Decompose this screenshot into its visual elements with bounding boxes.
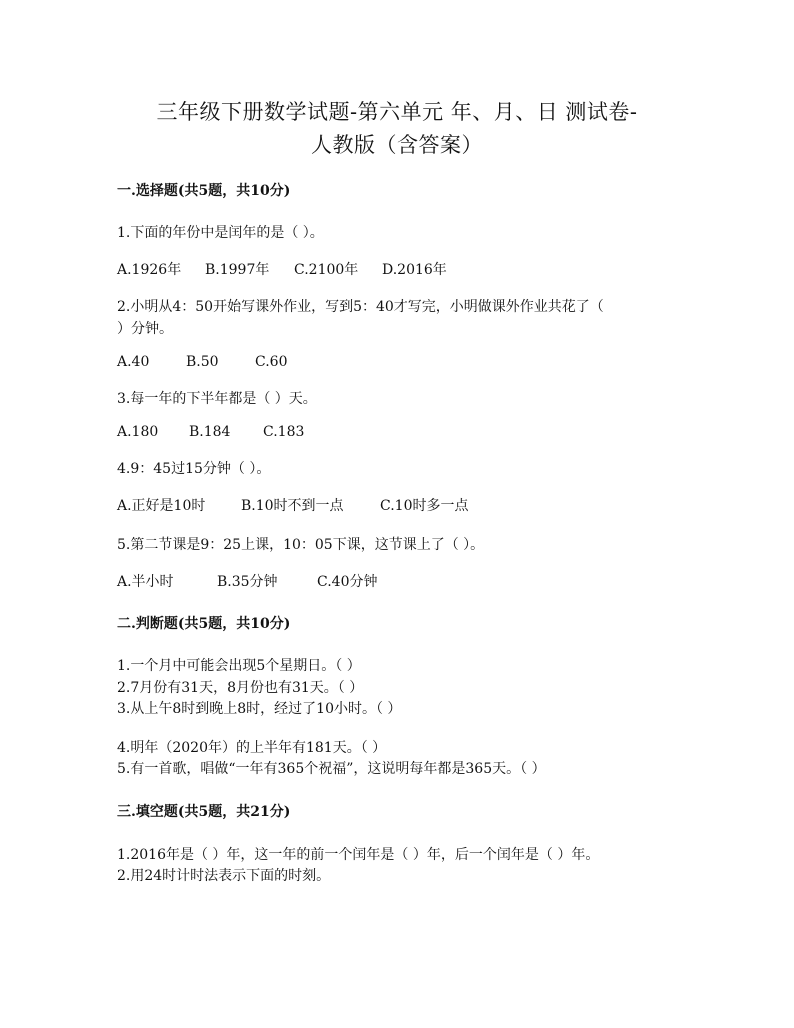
page-title: 三年级下册数学试题-第六单元 年、月、日 测试卷- xyxy=(156,100,638,124)
option: C.40分钟 xyxy=(317,574,378,590)
fill-item: 1.2016年是（ ）年，这一年的前一个闰年是（ ）年，后一个闰年是（ ）年。 xyxy=(117,847,600,863)
option: A.40 xyxy=(117,354,150,370)
question-1: 1.下面的年份中是闰年的是（ ）。 xyxy=(117,225,324,241)
option: C.183 xyxy=(263,424,305,440)
option: A.正好是10时 xyxy=(117,498,206,514)
option: C.2100年 xyxy=(294,262,359,278)
option: B.1997年 xyxy=(205,262,270,278)
question-4-options xyxy=(117,495,468,515)
judge-item: 5.有一首歌，唱做“一年有365个祝福”，这说明每年都是365天。（ ） xyxy=(117,761,546,777)
option: A.半小时 xyxy=(117,574,174,590)
judge-item: 1.一个月中可能会出现5个星期日。（ ） xyxy=(117,658,361,674)
judge-item: 3.从上午8时到晚上8时，经过了10小时。（ ） xyxy=(117,701,402,717)
question-5-options xyxy=(117,571,377,591)
option: C.10时多一点 xyxy=(380,498,469,514)
option: B.10时不到一点 xyxy=(241,498,344,514)
judge-item: 4.明年（2020年）的上半年有181天。（ ） xyxy=(117,740,387,756)
question-4: 4.9：45过15分钟（ ）。 xyxy=(117,461,271,477)
section-heading-choice: 一.选择题(共5题，共10分) xyxy=(117,183,291,199)
option: C.60 xyxy=(255,354,288,370)
option: B.184 xyxy=(189,424,231,440)
question-5: 5.第二节课是9：25上课，10：05下课，这节课上了（ ）。 xyxy=(117,537,485,553)
judge-item: 2.7月份有31天，8月份也有31天。（ ） xyxy=(117,680,364,696)
question-1-options xyxy=(117,259,447,279)
fill-item: 2.用24时计时法表示下面的时刻。 xyxy=(117,868,331,884)
option: D.2016年 xyxy=(382,262,447,278)
option: B.50 xyxy=(186,354,219,370)
question-2: 2.小明从4：50开始写课外作业，写到5：40才写完，小明做课外作业共花了（ xyxy=(117,299,604,315)
question-2-continued: ）分钟。 xyxy=(117,321,173,337)
option: B.35分钟 xyxy=(217,574,278,590)
option: A.180 xyxy=(117,424,159,440)
page-subtitle: 人教版（含答案） xyxy=(311,133,483,157)
question-3-options xyxy=(117,424,304,440)
question-2-options xyxy=(117,354,287,370)
section-heading-judge: 二.判断题(共5题，共10分) xyxy=(117,616,291,632)
question-3: 3.每一年的下半年都是（ ）天。 xyxy=(117,391,317,407)
section-heading-fill: 三.填空题(共5题，共21分) xyxy=(117,804,291,820)
option: A.1926年 xyxy=(117,262,182,278)
